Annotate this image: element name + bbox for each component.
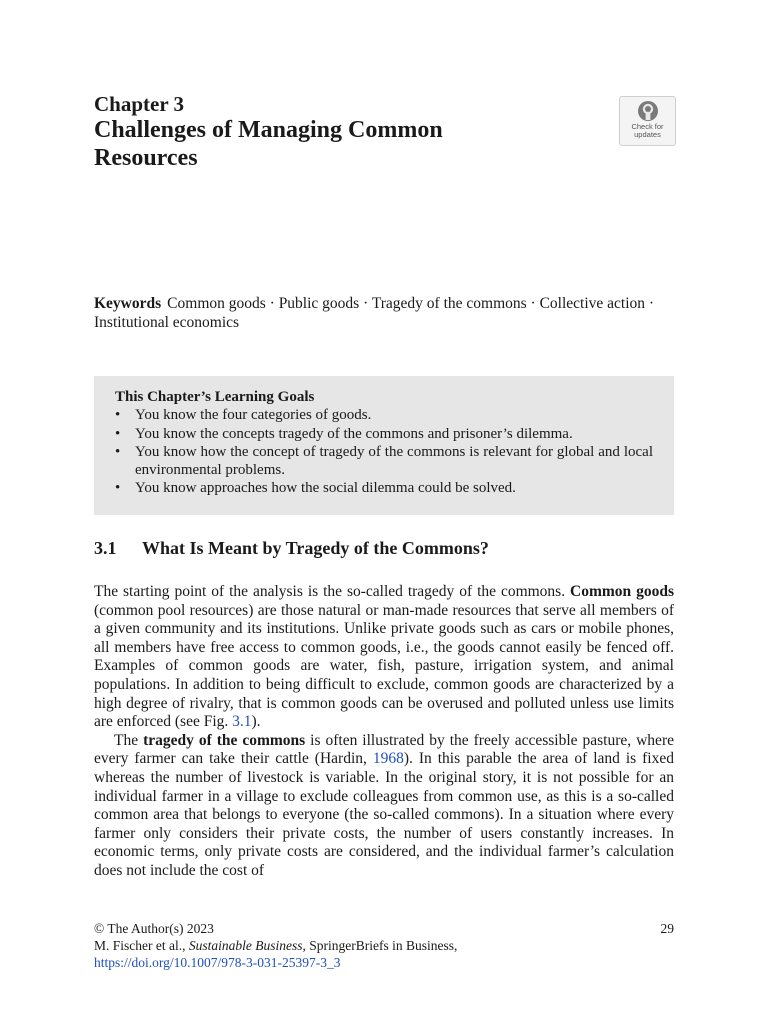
learning-goals-list bbox=[115, 406, 653, 497]
chapter-title: Challenges of Managing Common Resources bbox=[94, 117, 443, 171]
learning-goals-box bbox=[94, 376, 674, 515]
check-for-updates-badge[interactable] bbox=[619, 96, 676, 146]
badge-line-1: Check for bbox=[631, 122, 664, 131]
citation-series: , SpringerBriefs in Business, bbox=[302, 938, 458, 953]
p1-term-common-goods: Common goods bbox=[570, 583, 675, 600]
badge-line-2: updates bbox=[634, 130, 661, 139]
keywords bbox=[94, 294, 674, 332]
p1-text-b: (common pool resources) are those natural or man-made resources that serve all members of a given community and its institutions. Unlike private goods such as cars or mobile phones, all members have free access to common goods, i.e., the goods cannot easily be fenced off. Examples of common goods are water, fish, pasture, irrigation system, and animal populations. In addition to being difficult to exclude, common goods are characterized by a high degree of rivalry, that is common goods can be overused and polluted unless use limits are enforced (see Fig. bbox=[94, 601, 674, 731]
citation bbox=[94, 937, 674, 954]
p2-text-c: ). In this parable the area of land is fixed whereas the number of livestock is variable. In the original story, it is not possible for an individual farmer in a village to exclude colleagues from common use, as this is a so-called common area that belongs to everyone (the so-called commons). In a situation where every farmer only considers their private costs, the number of users constantly increases. In economic terms, only private costs are considered, and the individual farmer’s calculation does not include the cost of bbox=[94, 750, 674, 879]
figure-ref-link[interactable]: 3.1 bbox=[232, 713, 252, 731]
keywords-text: Common goods · Public goods · Tragedy of the commons · Collective action · Institutional economics bbox=[94, 295, 655, 331]
p2-term-tragedy: tragedy of the commons bbox=[143, 731, 306, 749]
learning-goal-item: • You know the concepts tragedy of the commons and prisoner’s dilemma. bbox=[115, 425, 653, 443]
p2-text-a: The bbox=[114, 731, 144, 749]
keywords-label: Keywords bbox=[94, 295, 162, 312]
doi-link[interactable]: https://doi.org/10.1007/978-3-031-25397-3_3 bbox=[94, 955, 341, 970]
check-for-updates-icon bbox=[637, 100, 659, 122]
footer bbox=[94, 920, 674, 971]
p1-text-a: The starting point of the analysis is the so-called tragedy of the commons. bbox=[94, 583, 571, 600]
learning-goal-item: • You know how the concept of tragedy of the commons is relevant for global and local environmental problems. bbox=[115, 443, 653, 480]
copyright: © The Author(s) 2023 bbox=[94, 921, 214, 936]
learning-goal-item: • You know approaches how the social dilemma could be solved. bbox=[115, 479, 653, 497]
p1-text-c: ). bbox=[251, 713, 261, 731]
section-title: What Is Meant by Tragedy of the Commons? bbox=[142, 538, 489, 558]
learning-goals-title: This Chapter’s Learning Goals bbox=[115, 389, 315, 405]
learning-goal-item: • You know the four categories of goods. bbox=[115, 406, 653, 424]
section-number: 3.1 bbox=[94, 538, 117, 558]
page-number: 29 bbox=[660, 921, 674, 936]
chapter-label: Chapter 3 bbox=[94, 92, 185, 116]
p2-text-b: is often illustrated by the freely accessible pasture, where every farmer can take their cattle (Hardin, bbox=[94, 731, 674, 768]
body-text bbox=[94, 583, 674, 881]
citation-ref-link[interactable]: 1968 bbox=[372, 750, 404, 768]
citation-book-title: Sustainable Business bbox=[188, 938, 303, 953]
paragraph-2 bbox=[94, 732, 674, 881]
citation-authors: M. Fischer et al., bbox=[94, 938, 189, 953]
section-heading bbox=[94, 538, 489, 559]
badge-text bbox=[631, 123, 663, 139]
paragraph-1 bbox=[94, 583, 674, 732]
